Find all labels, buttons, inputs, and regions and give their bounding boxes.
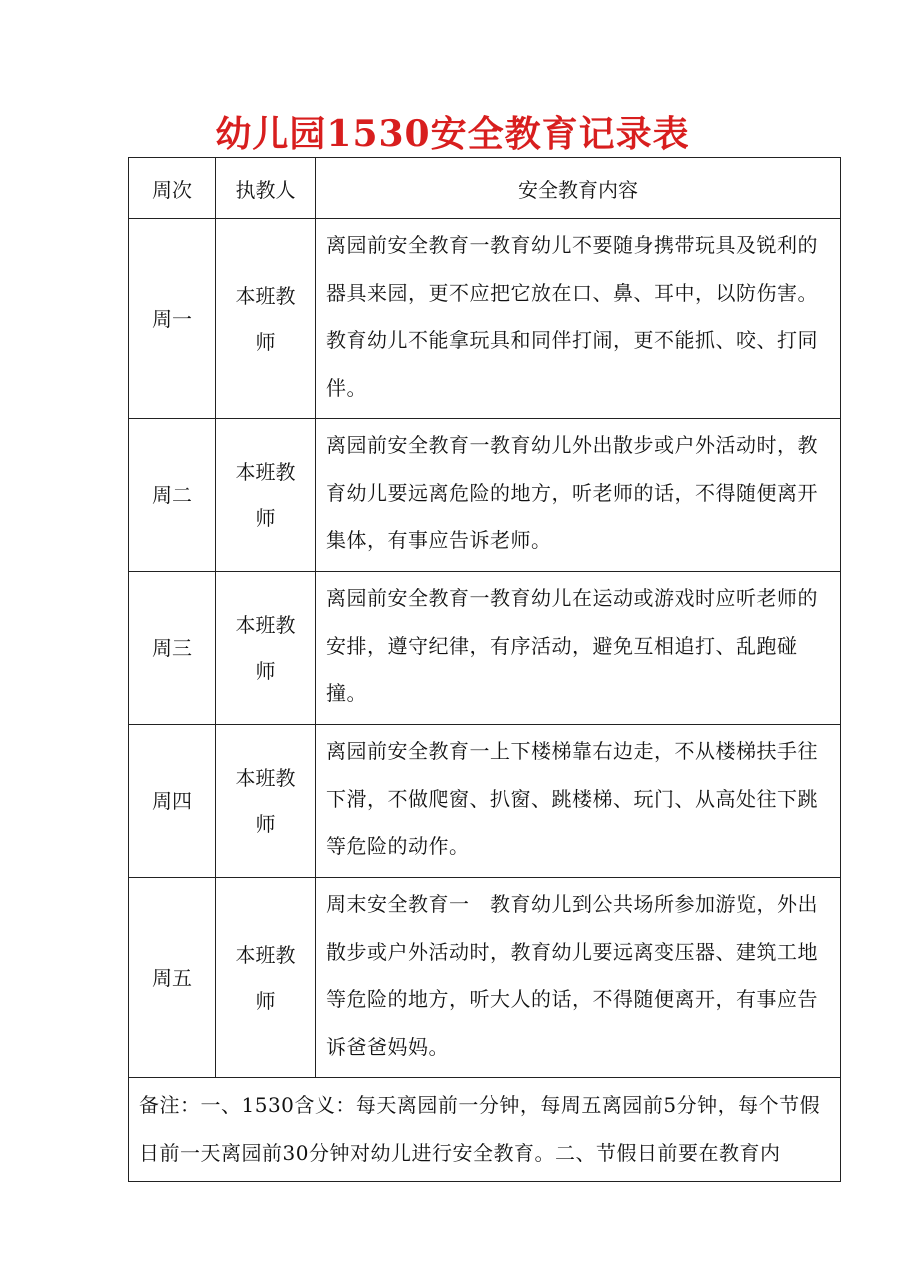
table-row	[129, 219, 841, 419]
header-teacher: 执教人	[216, 158, 316, 219]
document-title: 幼儿园1530安全教育记录表	[215, 113, 690, 155]
content-cell: 离园前安全教育一教育幼儿外出散步或户外活动时，教育幼儿要远离危险的地方，听老师的话，不得随便离开集体，有事应告诉老师。	[316, 419, 841, 572]
table-row	[129, 878, 841, 1078]
content-cell: 周末安全教育一 教育幼儿到公共场所参加游览，外出散步或户外活动时，教育幼儿要远离变压器、建筑工地等危险的地方，听大人的话，不得随便离开，有事应告诉爸爸妈妈。	[316, 878, 841, 1078]
table-row	[129, 419, 841, 572]
header-row	[129, 158, 841, 219]
header-content: 安全教育内容	[316, 158, 841, 219]
table-row	[129, 572, 841, 725]
teacher-cell: 本班教师	[216, 878, 316, 1078]
week-cell: 周一	[129, 219, 216, 419]
note-row	[129, 1078, 841, 1182]
content-cell: 离园前安全教育一教育幼儿在运动或游戏时应听老师的安排，遵守纪律，有序活动，避免互相追打、乱跑碰撞。	[316, 572, 841, 725]
header-week: 周次	[129, 158, 216, 219]
safety-record-table	[128, 157, 841, 1182]
content-cell: 离园前安全教育一上下楼梯靠右边走，不从楼梯扶手往下滑，不做爬窗、扒窗、跳楼梯、玩门、从高处往下跳等危险的动作。	[316, 725, 841, 878]
note-cell: 备注：一、1530含义：每天离园前一分钟，每周五离园前5分钟，每个节假日前一天离园前30分钟对幼儿进行安全教育。二、节假日前要在教育内	[129, 1078, 841, 1182]
teacher-cell: 本班教师	[216, 419, 316, 572]
week-cell: 周三	[129, 572, 216, 725]
teacher-cell: 本班教师	[216, 219, 316, 419]
week-cell: 周二	[129, 419, 216, 572]
teacher-cell: 本班教师	[216, 725, 316, 878]
teacher-cell: 本班教师	[216, 572, 316, 725]
week-cell: 周四	[129, 725, 216, 878]
content-cell: 离园前安全教育一教育幼儿不要随身携带玩具及锐利的器具来园，更不应把它放在口、鼻、耳中，以防伤害。教育幼儿不能拿玩具和同伴打闹，更不能抓、咬、打同伴。	[316, 219, 841, 419]
week-cell: 周五	[129, 878, 216, 1078]
table-row	[129, 725, 841, 878]
